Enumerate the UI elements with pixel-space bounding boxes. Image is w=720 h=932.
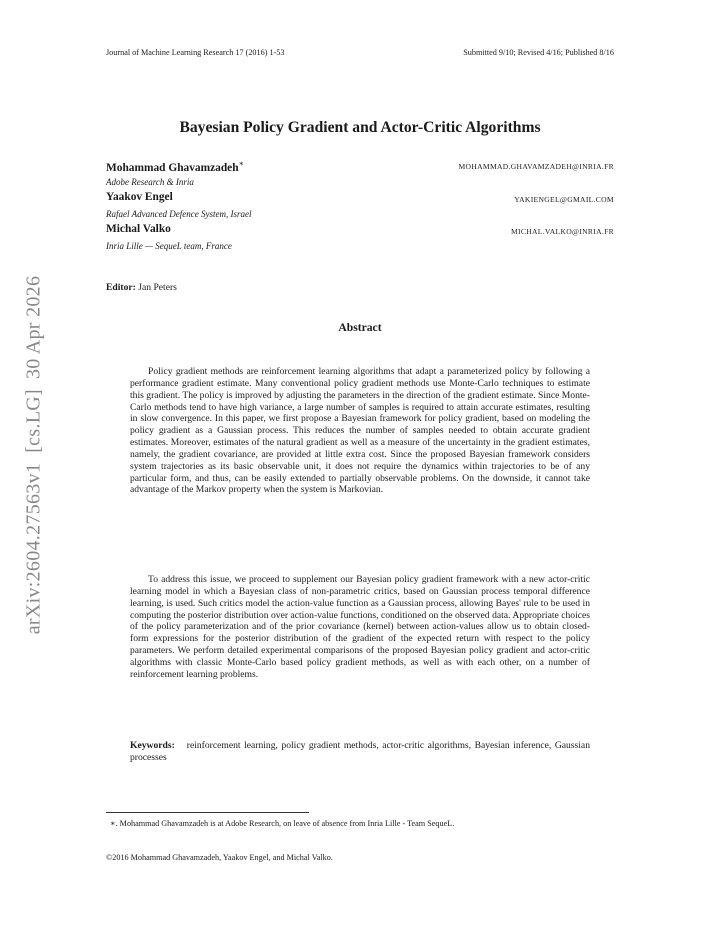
author-email: MOHAMMAD.GHAVAMZADEH@INRIA.FR [458, 162, 614, 171]
author-name: Mohammad Ghavamzadeh∗ [106, 159, 245, 174]
journal-header: Journal of Machine Learning Research 17 (2016) 1-53 [106, 48, 285, 57]
author-email: MICHAL.VALKO@INRIA.FR [510, 227, 614, 236]
arxiv-category: [cs.LG] [22, 389, 45, 453]
paper-title: Bayesian Policy Gradient and Actor-Critic Algorithms [179, 119, 541, 136]
author-name: Yaakov Engel [106, 191, 173, 203]
editor-line [106, 282, 177, 293]
author-affiliation: Rafael Advanced Defence System, Israel [106, 209, 252, 219]
footnote-rule [106, 812, 309, 813]
author-email: YAKIENGEL@GMAIL.COM [514, 195, 614, 204]
arxiv-stamp [23, 266, 46, 635]
editor-name: Jan Peters [138, 282, 177, 293]
arxiv-id: arXiv:2604.27563v1 [22, 462, 45, 635]
keywords [130, 740, 590, 764]
keywords-label: Keywords: [130, 740, 175, 751]
abstract-paragraph-1: Policy gradient methods are reinforcement learning algorithms that adapt a parameterized policy by following a performance gradient estimate. Many conventional policy gradient methods use Monte-Carlo techniques to estimate this gradient. The policy is improved by adjusting the parameters in the direction of the gradient estimate. Since Monte-Carlo methods tend to have high variance, a large number of samples is required to attain accurate estimates, resulting in slow convergence. In this paper, we first propose a Bayesian framework for policy gradient, based on modeling the policy gradient as a Gaussian process. This reduces the number of samples needed to obtain accurate gradient estimates. Moreover, estimates of the natural gradient as well as a measure of the uncertainty in the gradient estimates, namely, the gradient covariance, are provided at little extra cost. Since the proposed Bayesian framework considers system trajectories as its basic observable unit, it does not require the dynamics within trajectories to be of any particular form, and thus, can be easily extended to partially observable problems. On the downside, it cannot take advantage of the Markov property when the system is Markovian. [130, 366, 590, 496]
arxiv-date: 30 Apr 2026 [22, 275, 45, 380]
author-affiliation: Adobe Research & Inria [106, 177, 194, 187]
copyright-notice: ©2016 Mohammad Ghavamzadeh, Yaakov Engel, and Michal Valko. [106, 853, 333, 862]
abstract-heading: Abstract [338, 321, 382, 334]
footnote: ∗. Mohammad Ghavamzadeh is at Adobe Research, on leave of absence from Inria Lille - Team SequeL. [110, 819, 455, 828]
author-name: Michal Valko [106, 223, 171, 235]
submission-dates: Submitted 9/10; Revised 4/16; Published 8/16 [463, 48, 614, 57]
abstract-paragraph-2: To address this issue, we proceed to supplement our Bayesian policy gradient framework with a new actor-critic learning model in which a Bayesian class of non-parametric critics, based on Gaussian process temporal difference learning, is used. Such critics model the action-value function as a Gaussian process, allowing Bayes' rule to be used in computing the posterior distribution over action-value functions, conditioned on the observed data. Appropriate choices of the policy parameterization and of the prior covariance (kernel) between action-values allow us to obtain closed-form expressions for the posterior distribution of the gradient of the expected return with respect to the policy parameters. We perform detailed experimental comparisons of the proposed Bayesian policy gradient and actor-critic algorithms with classic Monte-Carlo based policy gradient methods, as well as with each other, on a number of reinforcement learning problems. [130, 574, 590, 680]
author-affiliation: Inria Lille — SequeL team, France [106, 241, 232, 251]
editor-label: Editor: [106, 282, 136, 293]
keywords-text: reinforcement learning, policy gradient methods, actor-critic algorithms, Bayesian inference, Gaussian processes [130, 740, 590, 763]
